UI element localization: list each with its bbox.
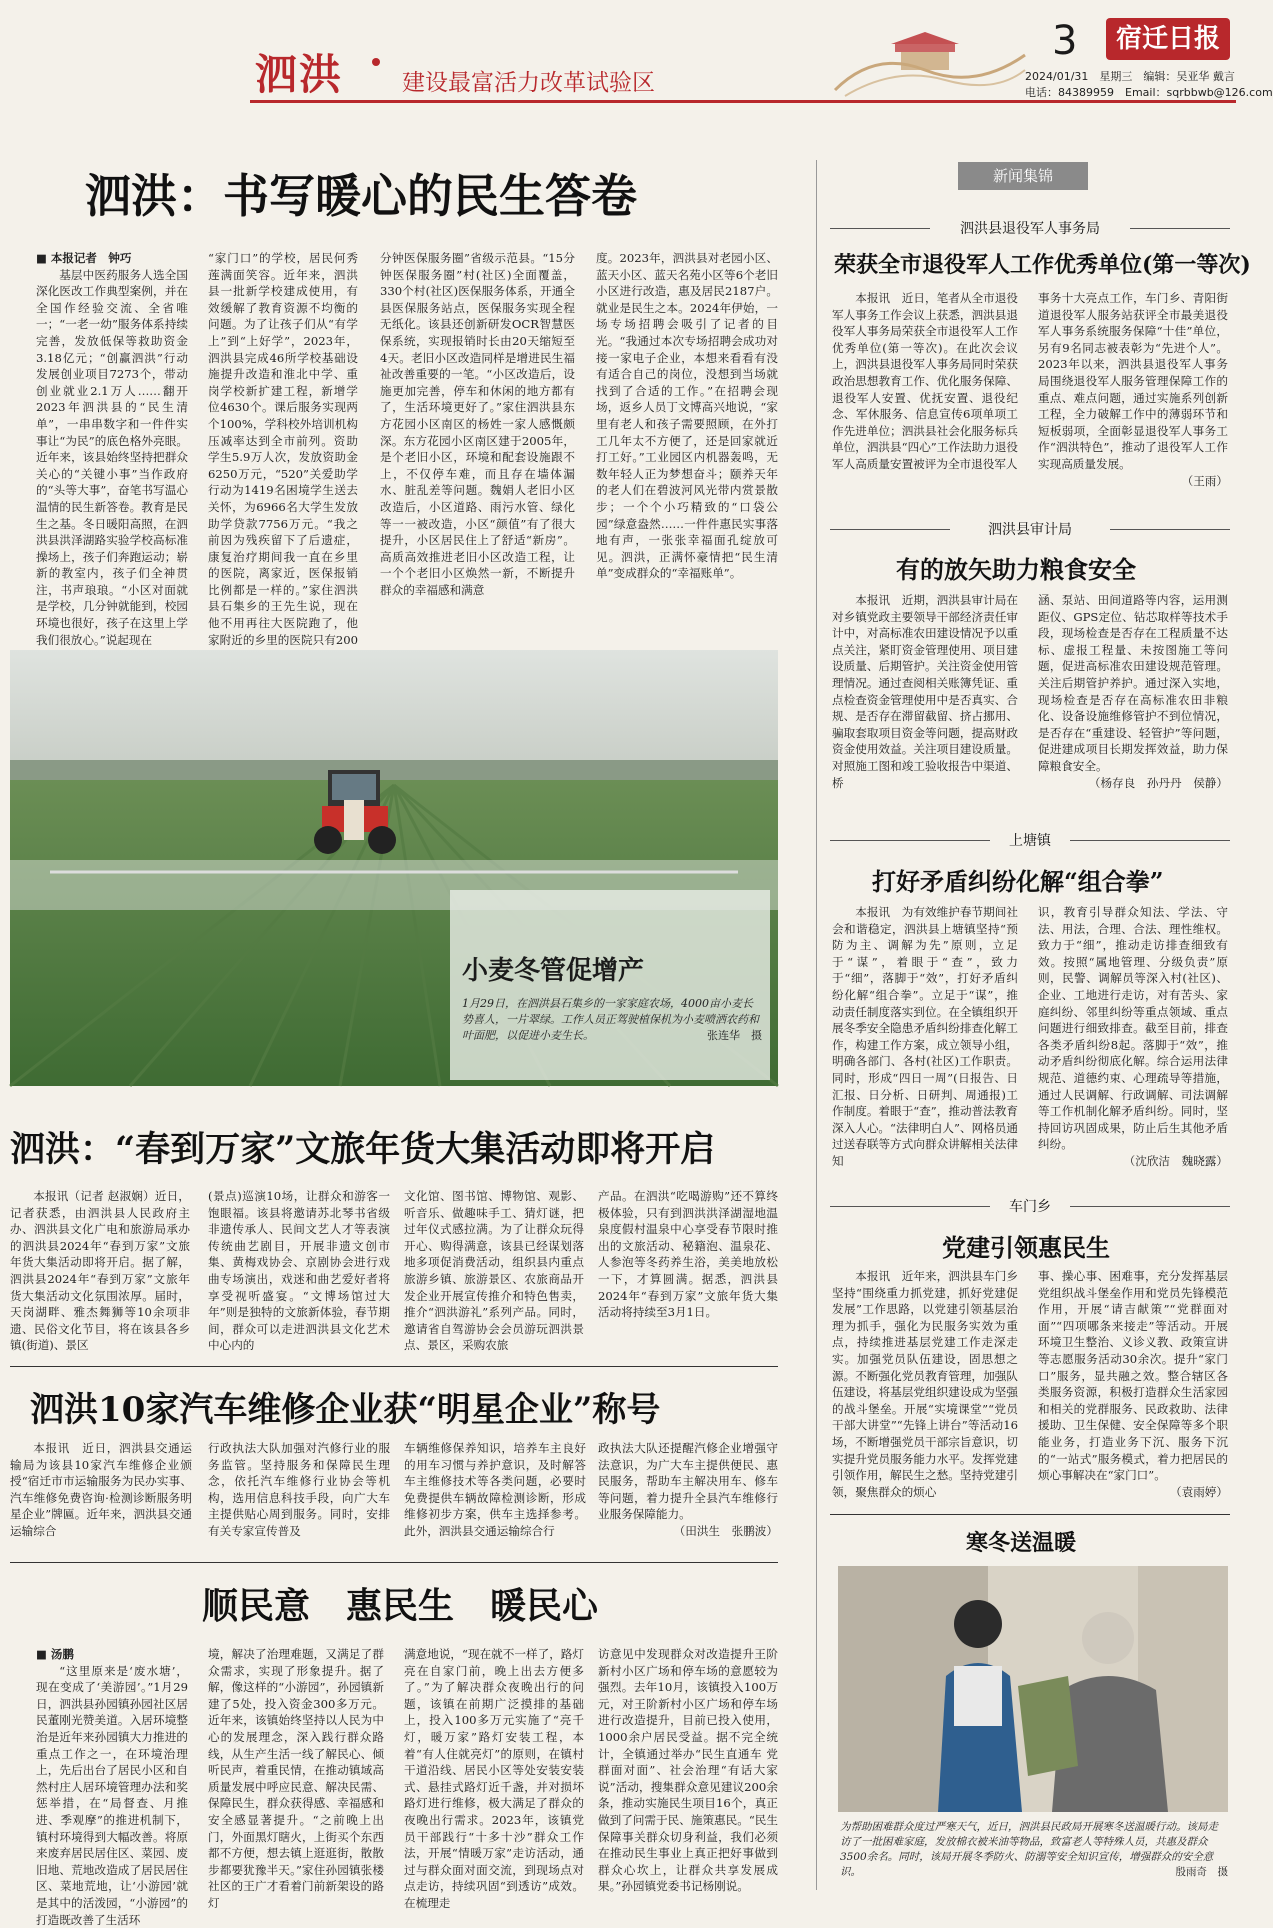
shangtang-column-2 — [1038, 904, 1228, 1168]
lead-headline: 泗洪：书写暖心的民生答卷 — [85, 169, 637, 223]
section-name: 泗洪 — [255, 50, 344, 99]
lead-column-3 — [380, 250, 575, 606]
spring-text-4: 产品。在泗洪“吃喝游购”还不算终极体验，只有到泗洪洪泽湖湿地温泉度假村温泉中心享受春节限时推出的文旅活动、秘籍泡、温泉花、人参泡等冬药养生浴，美美地放松一下，才算圆满。据悉，泗洪县2024年“春到万家”文旅年货大集活动将持续至3月1日。 — [598, 1189, 778, 1320]
unit-shangtang: 上塘镇 — [990, 830, 1070, 850]
spring-column-2 — [208, 1188, 390, 1353]
paper-logo: 宿迁日报 — [1106, 18, 1230, 60]
people-text-3: 满意地说，“现在就不一样了，路灯亮在自家门前，晚上出去方便多了。”为了解决群众夜晚出行的问题，该镇在前期广泛摸排的基础上，投入100多万元实施了“亮千灯，暖万家”路灯安装工程，本着“有人住就亮灯”的原则，在镇村干道沿线、居民小区等处安装安装式、悬挂式路灯近千盏，并对损坏路灯进行维修，极大满足了群众的夜晚出行需求。2023年，该镇党员干部践行“十多十沙”群众工作法，开展“情暖万家”走访活动，通过与群众面对面交流，到现场点对点走访，持续巩固“到透访”成效。在梳理走 — [404, 1647, 584, 1910]
shangtang-text-1: 本报讯 为有效维护春节期间社会和谐稳定，泗洪县上塘镇坚持“预防为主、调解为先”原则，立足于“谋”，着眼于“查”，致力于“细”，落脚于“效”，打好矛盾纠纷化解“组合拳”。立足于“谋”，推动责任制度落实到位。在全镇组织开展冬季安全隐患矛盾纠纷排查化解工作，构建工作方案，成立领导小组，明确各部门、各村(社区)工作职责。同时，形成“四日一周”(日报告、日汇报、日分析、日研判、周通报)工作制度。着眼于“查”，推动普法教育深入人心。“法律明白人”、网格员通过送春联等方式向群众讲解相关法律知 — [832, 905, 1018, 1168]
warm-caption-credit: 殷雨奇 摄 — [1175, 1866, 1228, 1878]
wheat-photo — [10, 650, 778, 1086]
shangtang-credit: （沈欣洁 魏晓露） — [1123, 1153, 1228, 1168]
column-divider — [816, 160, 817, 1890]
chemen-text-2: 事、操心事、困难事，充分发挥基层党组织战斗堡垒作用和党员先锋模范作用，开展“请吉献策”“党群面对面”“四项哪条来接走”等活动。开展环境卫生整治、义诊义教、政策宣讲等志愿服务活动30余次。提升“家门口”服务，显共融之效。整合辖区各类服务资源，积极打造群众生活家园和相关的党群服务、民政救助、法律援助、卫生保健、安全保障等多个职能业务，打造业务下沉、服务下沉的“一站式”服务模式，着力把居民的烦心事解决在“家门口”。 — [1038, 1269, 1228, 1483]
people-text-1: “这里原来是‘废水塘’，现在变成了‘美游园’。”1月29日，泗洪县孙园镇孙园社区居民董刚光赞美道。入居环境整治是近年来孙园镇大力推进的重点工作之一，在环境治理上，先后出台了居民小区和自然村庄人居环境管理办法和奖惩举措，在“局督查、月推进、季观摩”的推进机制下，镇村环境得到大幅改善。将原来废弃居民居住区、菜园、废旧地、荒地改造成了居民居住区、菜地荒地，让‘小游园’就是其中的活泼园，“小游园”的打造既改善了生活环 — [36, 1663, 188, 1927]
audit-text-1: 本报讯 近期，泗洪县审计局在对乡镇党政主要领导干部经济责任审计中，对高标准农田建设情况予以重点关注，紧盯资金管理使用、项目建设质量、后期管护。关注资金使用管理情况。通过查阅相关账簿凭证、重点检查资金管理使用中是否真实、合规、是否存在滞留截留、挤占挪用、骗取套取项目资金等问题，提高财政资金使用效益。关注项目建设质量。对照施工图和竣工验收报告中渠道、桥 — [832, 593, 1018, 790]
wheat-photo-caption — [462, 996, 762, 1044]
auto-text-4: 政执法大队还提醒汽修企业增强守法意识，为广大车主提供便民、惠民服务，帮助车主解决用车、修车等问题，着力提升全县汽车维修行业服务保障能力。 — [598, 1441, 778, 1522]
people-headline: 顺民意 惠民生 暖民心 — [202, 1585, 599, 1627]
veterans-headline: 荣获全市退役军人工作优秀单位(第一等次) — [834, 252, 1251, 278]
people-text-4: 访意见中发现群众对改造提升王阶新村小区广场和停车场的意愿较为强烈。去年10月，该镇投入100万元，对王阶新村小区广场和停车场进行改造提升，目前已投入使用，1000余户居民受益。据不完全统计，全镇通过举办“民生直通车 党群面对面”、社会治理“有话大家说”活动，搜集群众意见建议200余条，推动实施民生项目16个，真正做到了问需于民、施策惠民。“民生保障事关群众切身利益，我们必须在推动民生事业上真正把好事做到群众心坎上，让群众共享发展成果。”孙园镇党委书记杨刚说。 — [598, 1647, 778, 1894]
divider — [10, 1366, 778, 1367]
lead-byline: ■ 本报记者 钟巧 — [36, 251, 132, 265]
warm-caption — [840, 1820, 1228, 1880]
spring-column-1 — [10, 1188, 190, 1353]
spring-column-4 — [598, 1188, 778, 1338]
audit-headline: 有的放矢助力粮食安全 — [896, 555, 1136, 584]
divider — [10, 1562, 778, 1563]
people-byline: ■ 汤鹏 — [36, 1647, 74, 1661]
news-digest-tag: 新闻集锦 — [958, 162, 1088, 190]
lead-column-4 — [596, 250, 778, 606]
section-slogan: 建设最富活力改革试验区 — [402, 70, 655, 96]
header-decoration-icon — [835, 30, 1025, 100]
spring-text-2: (景点)巡演10场，让群众和游客一饱眼福。该县将邀请苏北琴书省级非遗传承人、民间文艺人才等表演传统曲艺剧目，开展非遗文创市集、黄梅戏协会、京剧协会进行戏曲专场演出，戏迷和曲艺爱好者将享受视听盛宴。“文博场馆过大年”则是独特的文旅新体验，春节期间，群众可以走进泗洪县文化艺术中心内的 — [208, 1189, 390, 1353]
auto-column-2 — [208, 1440, 390, 1540]
date-line: 2024/01/31 星期三 编辑：吴亚华 戴言 — [1025, 70, 1235, 83]
people-column-2 — [208, 1646, 384, 1910]
auto-credit: （田洪生 张鹏波） — [673, 1523, 778, 1538]
page-header — [0, 0, 1273, 110]
section-dot — [372, 58, 380, 66]
page-number: 3 — [1052, 18, 1078, 64]
contact-line: 电话：84389959 Email：sqrbbwb@126.com — [1025, 86, 1273, 99]
warm-caption-text: 为帮助困难群众度过严寒天气，近日，泗洪县民政局开展寒冬送温暖行动。该局走访了一批困难家庭，发放棉衣被米油等物品，致富老人等特殊人员，共惠及群众3500余名。同时，该局开展冬季防火、防溺等安全知识宣传，增强群众的安全意识。 — [840, 1821, 1218, 1878]
wheat-caption-credit: 张连华 摄 — [707, 1029, 762, 1042]
spring-text-3: 文化馆、图书馆、博物馆、观影、听音乐、做趣味手工、猜灯谜，把过年仪式感拉满。为了让群众玩得开心、购得满意，该县已经谋划落地多项促消费活动，组织县内重点旅游乡镇、旅游景区、农旅商品开发企业开展宣传推介和特色售卖，推介“泗洪游礼”系列产品。同时，邀请省自驾游协会会员游玩泗洪景点、景区，采购农旅 — [404, 1189, 584, 1353]
veterans-credit: （王雨） — [1181, 473, 1228, 488]
lead-text-1: 基层中医药服务人选全国深化医改工作典型案例，并在全国作经验交流、全省唯一；“一老一幼”服务体系持续完善，发放低保等救助资金3.18亿元；“创赢泗洪”行动发展创业项目7273个，带动创业就业2.1万人……翻开2023年泗洪县的“民生清单”，一串串数字和一件件实事让“为民”的底色格外亮眼。近年来，该县始终坚持把群众关心的“关键小事”当作政府的“头等大事”，奋笔书写温心温情的民生新答卷。教育是民生之基。冬日暖阳高照，在泗洪县洪泽湖路实验学校高标准操场上，孩子们奔跑运动；崭新的教室内，孩子们全神贯注，书声琅琅。“小区对面就是学校，几分钟就能到，校园环境也很好，孩子在这里上学我们很放心。”说起现在 — [36, 267, 188, 647]
auto-column-3 — [404, 1440, 586, 1540]
veterans-text-2: 事务十大亮点工作，车门乡、青阳街道退役军人服务站获评全市最美退役军人事务系统服务保障“十佳”单位，另有9名同志被表彰为“先进个人”。2023年以来，泗洪县退役军人事务局围绕退役军人服务管理保障工作的重点、难点问题，通过实施系列创新工程，全力破解工作中的薄弱环节和短板弱项，全面彰显退役军人事务工作“泗洪特色”，推动了退役军人工作实现高质量发展。 — [1038, 291, 1228, 471]
header-rule — [250, 100, 1236, 103]
auto-headline: 泗洪10家汽车维修企业获“明星企业”称号 — [30, 1390, 661, 1430]
auto-text-2: 行政执法大队加强对汽修行业的服务监管。坚持服务和保障民生理念，依托汽车维修行业协会等机构，选用信息科技手段，向广大车主提供贴心周到服务。同时，安排有关专家宣传普及 — [208, 1441, 390, 1538]
lead-text-4: 度。2023年，泗洪县对老园小区、蓝天小区、蓝天名苑小区等6个老旧小区进行改造，惠及居民2187户。就业是民生之本。2024年伊始，一场专场招聘会吸引了记者的目光。“我通过本次专场招聘会成功对接一家电子企业，本想来看看有没有适合自己的岗位，没想到当场就找到了合适的工作。”在招聘会现场，返乡人员丁文博高兴地说，“家里有老人和孩子需要照顾，在外打工几年太不方便了，还是回家就近打工好。”工业园区内机器轰鸣，无数年轻人正为梦想奋斗；颐养天年的老人们在碧波河风光带内赏景散步；一个个小巧精致的“口袋公园”绿意盎然……一件件惠民实事落地有声，一张张幸福面孔绽放可见。泗洪，正满怀豪情把“民生清单”变成群众的“幸福账单”。 — [596, 251, 778, 581]
spring-headline: 泗洪：“春到万家”文旅年货大集活动即将开启 — [10, 1129, 716, 1170]
wheat-caption-text: 1月29日，在泗洪县石集乡的一家家庭农场，4000亩小麦长势喜人，一片翠绿。工作人员正驾驶植保机为小麦喷洒农药和叶面肥，以促进小麦生长。 — [462, 997, 759, 1042]
people-column-4 — [598, 1646, 778, 1892]
spring-column-3 — [404, 1188, 584, 1353]
auto-column-4 — [598, 1440, 778, 1540]
audit-credit: （杨存良 孙丹丹 侯静） — [1088, 775, 1228, 790]
lead-column-1 — [36, 250, 188, 647]
veterans-column-2 — [1038, 290, 1228, 488]
people-column-1 — [36, 1646, 188, 1927]
people-column-3 — [404, 1646, 584, 1910]
spring-text-1: 本报讯（记者 赵淑娴）近日，记者获悉，由泗洪县人民政府主办、泗洪县文化广电和旅游局承办的泗洪县2024年“春到万家”文旅年货大集活动即将开启。据了解，泗洪县2024年“春到万家”文旅年货大集活动文化氛围浓厚。届时，天岗湖畔、雅杰舞狮等10余项非遗、民俗文化节目，将在该县各乡镇(街道)、景区 — [10, 1189, 190, 1353]
audit-column-2 — [1038, 592, 1228, 792]
lead-text-2: “家门口”的学校，居民何秀莲满面笑容。近年来，泗洪县一批新学校建成使用，有效缓解了教育资源不均衡的问题。为了让孩子们从“有学上”到“上好学”，2023年，泗洪县完成46所学校基础设施提升改造和淮北中学、重岗学校新扩建工程，新增学位4630个。课后服务实现两个100%，学科校外培训机构压减率达到全市前列。资助学生5.9万人次，发放资助金6250万元，“520”关爱助学行动为1419名困境学生送去关怀，为6966名大学生发放助学贷款7756万元。“我之前因为残疾留下了后遗症，康复治疗期间我一直在乡里的医院，离家近，医保报销比例都是一样的。”家住泗洪县石集乡的王先生说，现在他不用再往大医院跑了，他家附近的乡里的医院只有200 — [208, 251, 358, 647]
audit-column-1 — [832, 592, 1018, 792]
shangtang-column-1 — [832, 904, 1018, 1168]
chemen-text-1: 本报讯 近年来，泗洪县车门乡坚持“围绕重力抓党建，抓好党建促发展”工作思路，以党建引领基层治理为抓手，强化为民服务实效为重点，持续推进基层党建工作走深走实。加强党员队伍建设，固思想之源。不断强化党员教育管理，加强队伍建设，将基层党组织建设成为坚强的战斗堡垒。开展“实境课堂”“党员干部大讲堂”“先锋上讲台”等活动16场，不断增强党员干部宗旨意识，切实提升党员服务能力水平。发挥党建引领作用，解民生之愁。坚持党建引领，聚焦群众的烦心 — [832, 1269, 1018, 1499]
shangtang-headline: 打好矛盾纠纷化解“组合拳” — [872, 867, 1164, 896]
warm-photo-image-icon — [838, 1566, 1228, 1812]
audit-text-2: 涵、泵站、田间道路等内容，运用测距仪、GPS定位、钻芯取样等技术手段，现场检查是否存在工程质量不达标、虚报工程量、未按图施工等问题，促进高标准农田建设规范管理。关注后期管护养护。通过深入实地，现场检查是否存在高标准农田非粮化、设备设施维修管护不到位情况，是否存在“重建设、轻管护”等问题，促进建成项目长期发挥效益，助力保障粮食安全。 — [1038, 593, 1228, 773]
unit-veterans: 泗洪县退役军人事务局 — [930, 218, 1130, 238]
auto-text-3: 车辆维修保养知识，培养车主良好的用车习惯与养护意识，及时解答车主维修技术等各类问题，必要时免费提供车辆故障检测诊断，形成维修初步方案，供车主选择参考。此外，泗洪县交通运输综合行 — [404, 1441, 586, 1538]
auto-text-1: 本报讯 近日，泗洪县交通运输局为该县10家汽车维修企业颁授“宿迁市市运输服务为民办实事、汽车维修免费咨询·检测诊断服务明星企业”牌匾。近年来，泗洪县交通运输综合 — [10, 1441, 192, 1538]
chemen-column-2 — [1038, 1268, 1228, 1504]
veterans-text-1: 本报讯 近日，笔者从全市退役军人事务工作会议上获悉，泗洪县退役军人事务局荣获全市退役军人工作优秀单位(第一等次)。在此次会议上，泗洪县退役军人事务局同时荣获政治思想教育工作、优化服务保障、退役军人安置、优抚安置、退役纪念、军休服务、信息宣传6项单项工作先进单位；泗洪县社会化服务标兵单位，泗洪县“四心”工作法助力退役军人高质量安置被评为全市退役军人 — [832, 291, 1018, 471]
lead-text-3: 分钟医保服务圈”省级示范县。“15分钟医保服务圈”村(社区)全面覆盖，330个村(社区)医保服务体系，开通全县医保服务站点，医保服务实现全程无纸化。该县还创新研发OCR智慧医保系统，实现报销时长由20天缩短至4天。老旧小区改造同样是增进民生福祉改善重要的一笔。“小区改造后，设施更加完善，停车和休闲的地方都有了，生活环境更好了。”家住泗洪县东方花园小区南区的杨姓一家人感慨颇深。东方花园小区南区建于2005年，是个老旧小区，环境和配套设施跟不上，不仅停车难，而且存在墙体漏水、脏乱差等问题。魏娟人老旧小区改造后，小区道路、雨污水管、绿化等一一被改造，小区“颜值”有了很大提升，小区居民住上了舒适“新房”。高质高效推进老旧小区改造工程，让一个个老旧小区焕然一新，不断提升群众的幸福感和满意 — [380, 251, 575, 597]
warm-photo — [838, 1566, 1228, 1812]
chemen-column-1 — [832, 1268, 1018, 1504]
auto-column-1 — [10, 1440, 192, 1540]
veterans-column-1 — [832, 290, 1018, 476]
people-text-2: 境，解决了治理难题，又满足了群众需求，实现了形象提升。据了解，像这样的“小游园”，孙园镇新建了5处，投入资金300多万元。近年来，该镇始终坚持以人民为中心的发展理念，深入践行群众路线，从生产生活一线了解民心、倾听民声，着重民情，在推动镇域高质量发展中呼应民意、解决民需、保障民生，群众获得感、幸福感和安全感显著提升。“之前晚上出门，外面黑灯瞎火，上街买个东西都不方便，想去镇上逛逛街，散散步都要犹豫半天。”家住孙园镇张楼社区的王广才看着门前新架设的路灯 — [208, 1647, 384, 1910]
shangtang-text-2: 识，教育引导群众知法、学法、守法、用法，合理、合法、理性维权。致力于“细”，推动走访排查细致有效。按照“属地管理、分级负责”原则，民警、调解员等深入村(社区)、企业、工地进行走访，对有苦头、家庭纠纷、邻里纠纷等重点领域、重点问题进行细致排查。截至目前，排查各类矛盾纠纷8起。落脚于“效”，推动矛盾纠纷彻底化解。综合运用法律规范、道德约束、心理疏导等措施，通过人民调解、行政调解、司法调解等工作机制化解矛盾纠纷。同时，坚持回访巩固成果，防止后生其他矛盾纠纷。 — [1038, 905, 1228, 1152]
lead-column-2 — [208, 250, 358, 647]
wheat-photo-title: 小麦冬管促增产 — [462, 956, 645, 986]
unit-audit: 泗洪县审计局 — [950, 519, 1110, 539]
divider — [830, 1514, 1230, 1515]
chemen-headline: 党建引领惠民生 — [942, 1233, 1110, 1262]
unit-chemen: 车门乡 — [990, 1196, 1070, 1216]
warm-title: 寒冬送温暖 — [966, 1530, 1077, 1556]
chemen-credit: （袁雨婷） — [1170, 1484, 1228, 1499]
